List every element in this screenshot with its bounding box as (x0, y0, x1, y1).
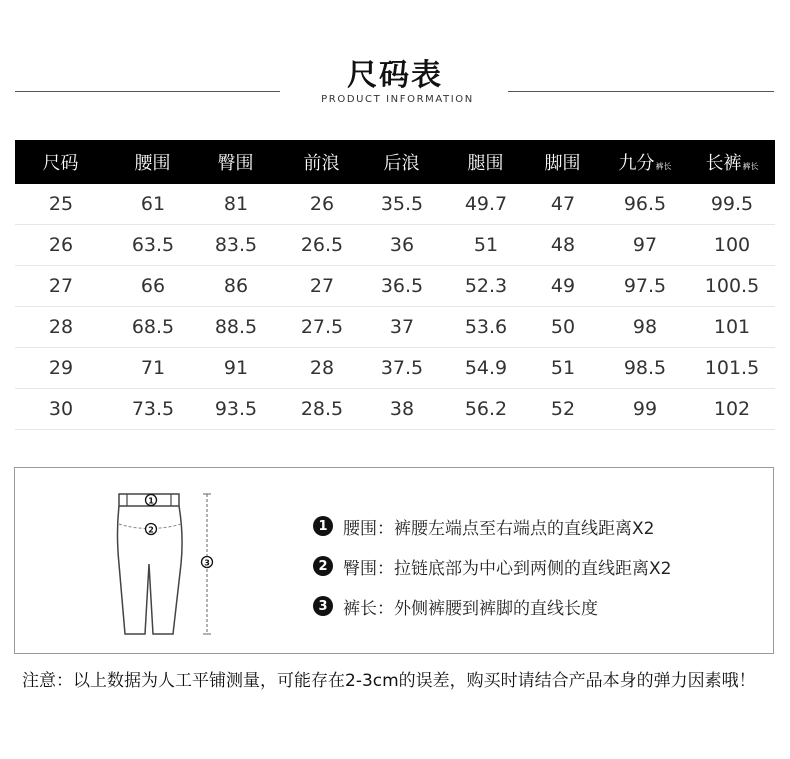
table-cell: 26.5 (300, 234, 344, 256)
legend-name: 腰围 (343, 518, 377, 539)
table-cell: 56.2 (464, 398, 508, 420)
table-cell: 73.5 (131, 398, 175, 420)
table-cell: 26 (309, 193, 335, 215)
table-cell: 28 (309, 357, 335, 379)
page-subtitle: PRODUCT INFORMATION (321, 94, 474, 105)
table-cell: 97.5 (623, 275, 667, 297)
table-cell: 49.7 (464, 193, 508, 215)
table-cell: 81 (223, 193, 249, 215)
table-cell: 61 (140, 193, 166, 215)
table-cell: 96.5 (623, 193, 667, 215)
table-cell: 30 (48, 398, 74, 420)
table-cell: 101.5 (704, 357, 760, 379)
legend-item (313, 586, 671, 626)
svg-text:3: 3 (204, 558, 210, 568)
pants-outline-icon (107, 484, 247, 644)
header-cell: 尺码 (42, 153, 79, 174)
table-cell: 27.5 (300, 316, 344, 338)
table-cell: 36 (389, 234, 415, 256)
measurement-legend (313, 506, 671, 626)
table-cell: 83.5 (214, 234, 258, 256)
table-cell: 100.5 (704, 275, 760, 297)
table-cell: 48 (550, 234, 576, 256)
table-row (15, 389, 775, 430)
legend-name: 裤长 (343, 598, 377, 619)
table-cell: 99 (632, 398, 658, 420)
table-cell: 99.5 (710, 193, 754, 215)
table-cell: 100 (713, 234, 751, 256)
table-cell: 86 (223, 275, 249, 297)
table-cell: 88.5 (214, 316, 258, 338)
table-cell: 54.9 (464, 357, 508, 379)
marker-3 (202, 557, 213, 568)
table-cell: 66 (140, 275, 166, 297)
table-cell: 50 (550, 316, 576, 338)
table-cell: 98 (632, 316, 658, 338)
number-badge-icon: 2 (313, 556, 333, 576)
table-cell: 52 (550, 398, 576, 420)
measurement-note: 注意：以上数据为人工平铺测量，可能存在2-3cm的误差，购买时请结合产品本身的弹力因素哦！ (22, 671, 756, 691)
table-cell: 37.5 (380, 357, 424, 379)
size-table (15, 140, 775, 430)
table-cell: 35.5 (380, 193, 424, 215)
table-row (15, 348, 775, 389)
legend-item (313, 546, 671, 586)
number-badge-icon: 3 (313, 596, 333, 616)
table-cell: 38 (389, 398, 415, 420)
header-cell: 臀围 (217, 153, 254, 174)
table-row (15, 307, 775, 348)
legend-separator: ： (377, 558, 394, 579)
table-row (15, 266, 775, 307)
header-cell: 前浪 (303, 153, 340, 174)
table-cell: 27 (309, 275, 335, 297)
table-cell: 47 (550, 193, 576, 215)
table-cell: 97 (632, 234, 658, 256)
table-cell: 37 (389, 316, 415, 338)
legend-desc: 裤腰左端点至右端点的直线距离X2 (394, 518, 655, 539)
svg-text:1: 1 (148, 496, 154, 506)
marker-1 (146, 495, 157, 506)
header-cell: 腿围 (467, 153, 504, 174)
table-cell: 28 (48, 316, 74, 338)
measurement-guide (14, 467, 774, 654)
table-row (15, 184, 775, 225)
legend-name: 臀围 (343, 558, 377, 579)
table-cell: 101 (713, 316, 751, 338)
table-cell: 71 (140, 357, 166, 379)
table-cell: 51 (473, 234, 499, 256)
table-cell: 51 (550, 357, 576, 379)
header-cell: 长裤裤长 (705, 153, 759, 174)
legend-item (313, 506, 671, 546)
table-row (15, 225, 775, 266)
table-cell: 27 (48, 275, 74, 297)
header-cell: 脚围 (544, 153, 581, 174)
svg-text:2: 2 (148, 525, 154, 535)
table-cell: 49 (550, 275, 576, 297)
table-cell: 68.5 (131, 316, 175, 338)
table-header (15, 140, 775, 184)
number-badge-icon: 1 (313, 516, 333, 536)
legend-separator: ： (377, 518, 394, 539)
table-cell: 93.5 (214, 398, 258, 420)
table-cell: 102 (713, 398, 751, 420)
header-cell: 九分裤长 (618, 153, 672, 174)
table-cell: 91 (223, 357, 249, 379)
table-cell: 25 (48, 193, 74, 215)
page-title: 尺码表 (347, 58, 443, 93)
legend-desc: 外侧裤腰到裤脚的直线长度 (394, 598, 598, 619)
header-cell: 后浪 (383, 153, 420, 174)
legend-separator: ： (377, 598, 394, 619)
marker-2 (146, 524, 157, 535)
table-cell: 52.3 (464, 275, 508, 297)
table-cell: 36.5 (380, 275, 424, 297)
table-cell: 29 (48, 357, 74, 379)
legend-desc: 拉链底部为中心到两侧的直线距离X2 (394, 558, 672, 579)
table-cell: 53.6 (464, 316, 508, 338)
table-cell: 26 (48, 234, 74, 256)
header-cell: 腰围 (134, 153, 171, 174)
table-cell: 63.5 (131, 234, 175, 256)
table-cell: 28.5 (300, 398, 344, 420)
table-cell: 98.5 (623, 357, 667, 379)
